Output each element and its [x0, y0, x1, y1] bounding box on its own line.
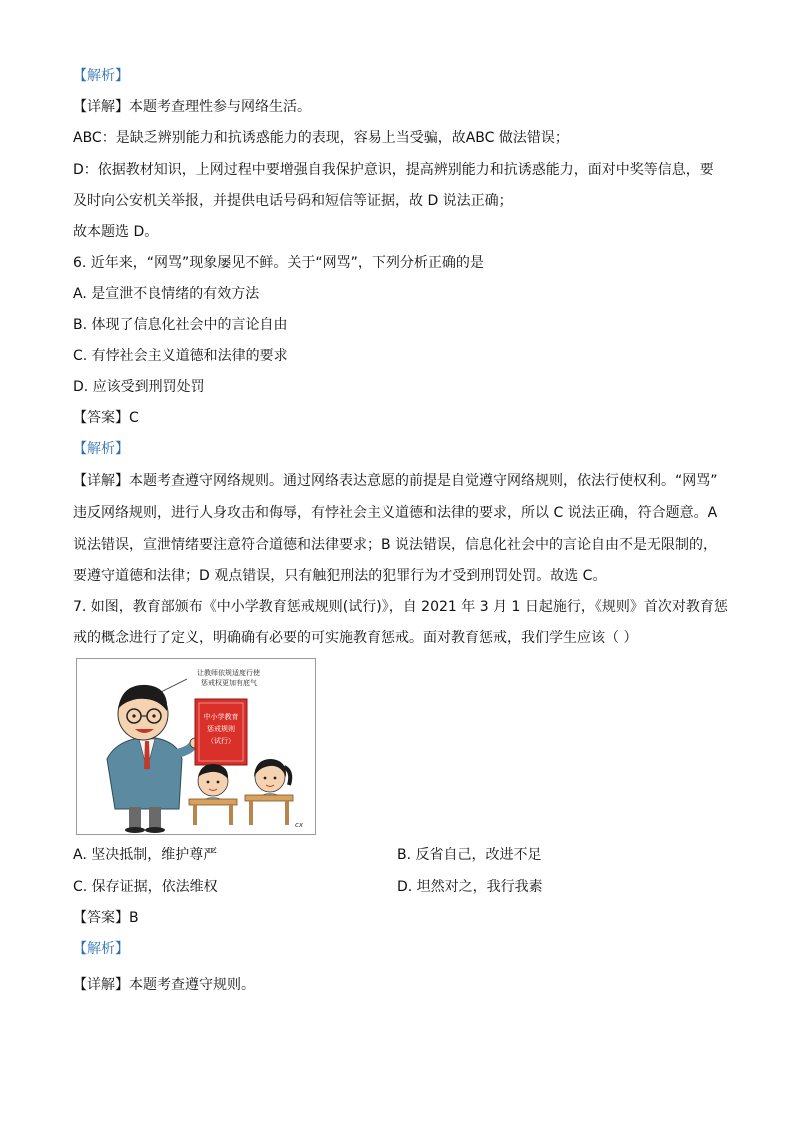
- question-7-option-d: D. 坦然对之，我行我素: [397, 879, 543, 895]
- question-7-answer: 【答案】B: [73, 910, 139, 926]
- question-6-answer: 【答案】C: [73, 410, 139, 426]
- question-6-stem: 6. 近年来，“网骂”现象屡见不鲜。关于“网骂”，下列分析正确的是: [73, 255, 484, 271]
- option-analysis-d-line1: D：依据教材知识，上网过程中要增强自我保护意识，提高辨别能力和抗诱惑能力，面对中奖等信息，要: [73, 162, 714, 178]
- question-6-detail-line1: 【详解】本题考查遵守网络规则。通过网络表达意愿的前提是自觉遵守网络规则，依法行使权利。“网骂”: [73, 473, 718, 489]
- question-6-option-a: A. 是宣泄不良情绪的有效方法: [73, 286, 260, 302]
- question-6-option-c: C. 有悖社会主义道德和法律的要求: [73, 348, 288, 364]
- question-7-stem-line2: 戒的概念进行了定义，明确确有必要的可实施教育惩戒。面对教育惩戒，我们学生应该（ ）: [73, 630, 638, 646]
- question-7-option-c: C. 保存证据，依法维权: [73, 879, 218, 895]
- book-title-line-1: 中小学教育: [203, 713, 239, 721]
- option-analysis-d-line2: 及时向公安机关举报，并提供电话号码和短信等证据，故 D 说法正确；: [73, 193, 513, 209]
- question-7-detail: 【详解】本题考查遵守规则。: [73, 977, 255, 993]
- speech-line-2: 惩戒权更加有底气: [201, 679, 257, 687]
- cartoon-svg: [77, 659, 315, 834]
- question-7-option-a: A. 坚决抵制，维护尊严: [73, 847, 218, 863]
- question-6-option-d: D. 应该受到刑罚处罚: [73, 379, 205, 395]
- question-7-analysis-label: 【解析】: [73, 941, 129, 957]
- question-6-option-b: B. 体现了信息化社会中的言论自由: [73, 317, 288, 333]
- cartoon-illustration: [76, 658, 316, 835]
- analysis-label: 【解析】: [73, 68, 129, 84]
- question-7-option-b: B. 反省自己，改进不足: [397, 847, 542, 863]
- question-6-analysis-label: 【解析】: [73, 441, 129, 457]
- speech-line-1: 让教师依规适度行使: [197, 669, 260, 677]
- artist-signature: cx: [295, 821, 303, 829]
- question-6-detail-line4: 要遵守道德和法律；D 观点错误，只有触犯刑法的犯罪行为才受到刑罚处罚。故选 C。: [73, 568, 607, 584]
- conclusion-text: 故本题选 D。: [73, 224, 159, 240]
- option-analysis-abc: ABC：是缺乏辨别能力和抗诱惑能力的表现，容易上当受骗，故ABC 做法错误；: [73, 130, 569, 146]
- question-7-stem-line1: 7. 如图，教育部颁布《中小学教育惩戒规则(试行)》，自 2021 年 3 月 1 日起施行，《规则》首次对教育惩: [73, 599, 728, 615]
- question-6-detail-line2: 违反网络规则，进行人身攻击和侮辱，有悖社会主义道德和法律的要求，所以 C 说法正确，符合题意。A: [73, 505, 718, 521]
- detail-text: 【详解】本题考查理性参与网络生活。: [73, 99, 311, 115]
- book-title-line-3: （试行）: [207, 737, 235, 745]
- book-title-line-2: 惩戒规则: [207, 725, 235, 733]
- question-6-detail-line3: 说法错误，宣泄情绪要注意符合道德和法律要求；B 说法错误，信息化社会中的言论自由不是无限制的，: [73, 537, 718, 553]
